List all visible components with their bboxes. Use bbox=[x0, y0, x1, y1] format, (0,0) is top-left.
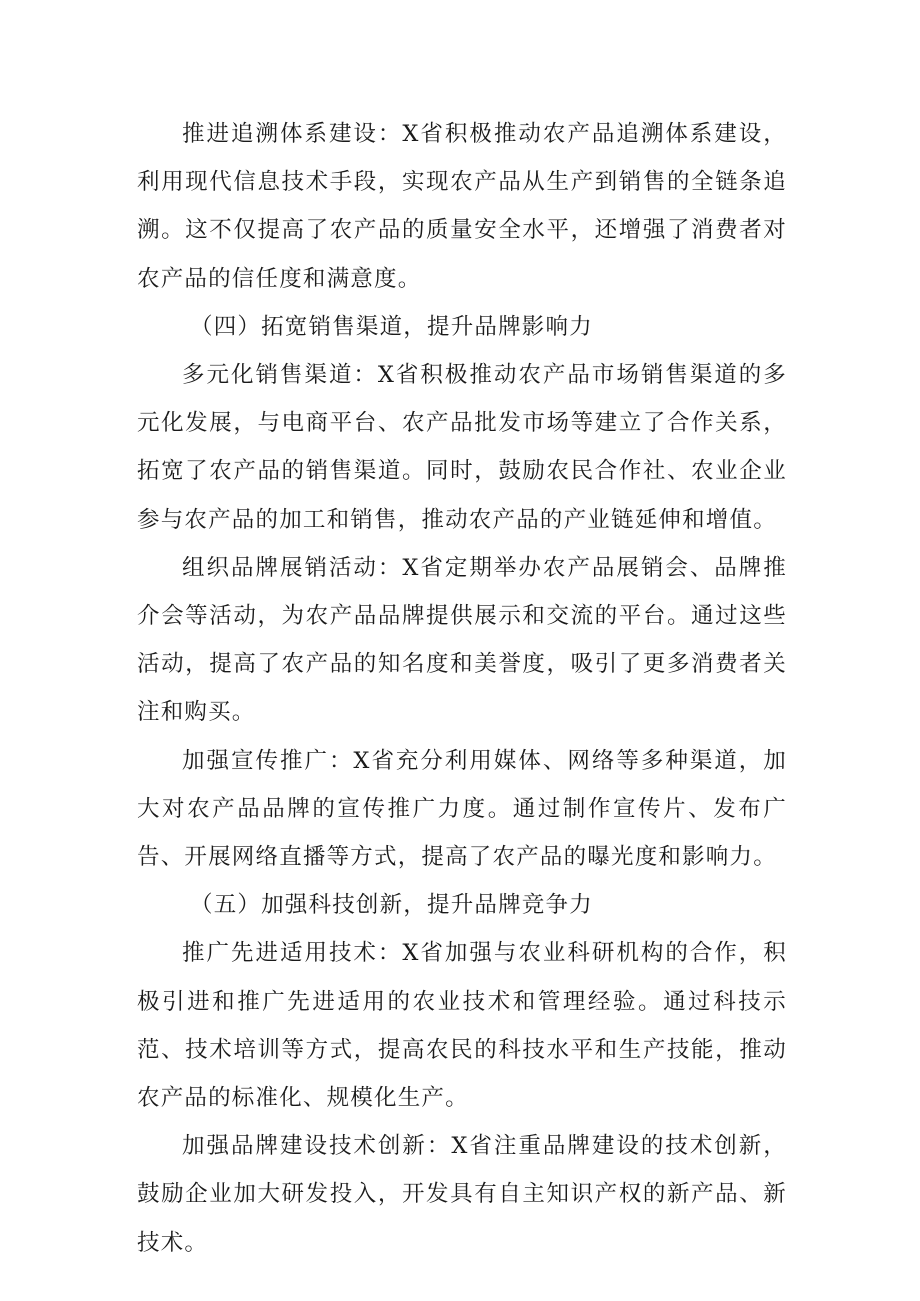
paragraph-promotion: 加强宣传推广：X省充分利用媒体、网络等多种渠道，加大对农产品品牌的宣传推广力度。通过制作宣传片、发布广告、开展网络直播等方式，提高了农产品的曝光度和影响力。 bbox=[137, 747, 787, 871]
paragraph-sales-channels: 多元化销售渠道：X省积极推动农产品市场销售渠道的多元化发展，与电商平台、农产品批发市场等建立了合作关系，拓宽了农产品的销售渠道。同时，鼓励农民合作社、农业企业参与农产品的加工和销售，推动农产品的产业链延伸和增值。 bbox=[137, 362, 787, 533]
section-heading-four: （四）拓宽销售渠道，提升品牌影响力 bbox=[190, 313, 593, 340]
paragraph-brand-innovation: 加强品牌建设技术创新：X省注重品牌建设的技术创新，鼓励企业加大研发投入，开发具有自主知识产权的新产品、新技术。 bbox=[137, 1133, 787, 1256]
section-heading-five: （五）加强科技创新，提升品牌竞争力 bbox=[190, 892, 593, 919]
paragraph-brand-exhibitions: 组织品牌展销活动：X省定期举办农产品展销会、品牌推介会等活动，为农产品品牌提供展示和交流的平台。通过这些活动，提高了农产品的知名度和美誉度，吸引了更多消费者关注和购买。 bbox=[137, 554, 787, 726]
paragraph-traceability: 推进追溯体系建设：X省积极推动农产品追溯体系建设，利用现代信息技术手段，实现农产品从生产到销售的全链条追溯。这不仅提高了农产品的质量安全水平，还增强了消费者对农产品的信任度和满意度。 bbox=[137, 121, 787, 292]
paragraph-advanced-technology: 推广先进适用技术：X省加强与农业科研机构的合作，积极引进和推广先进适用的农业技术和管理经验。通过科技示范、技术培训等方式，提高农民的科技水平和生产技能，推动农产品的标准化、规模化生产。 bbox=[137, 940, 787, 1112]
document-body bbox=[137, 110, 787, 1267]
